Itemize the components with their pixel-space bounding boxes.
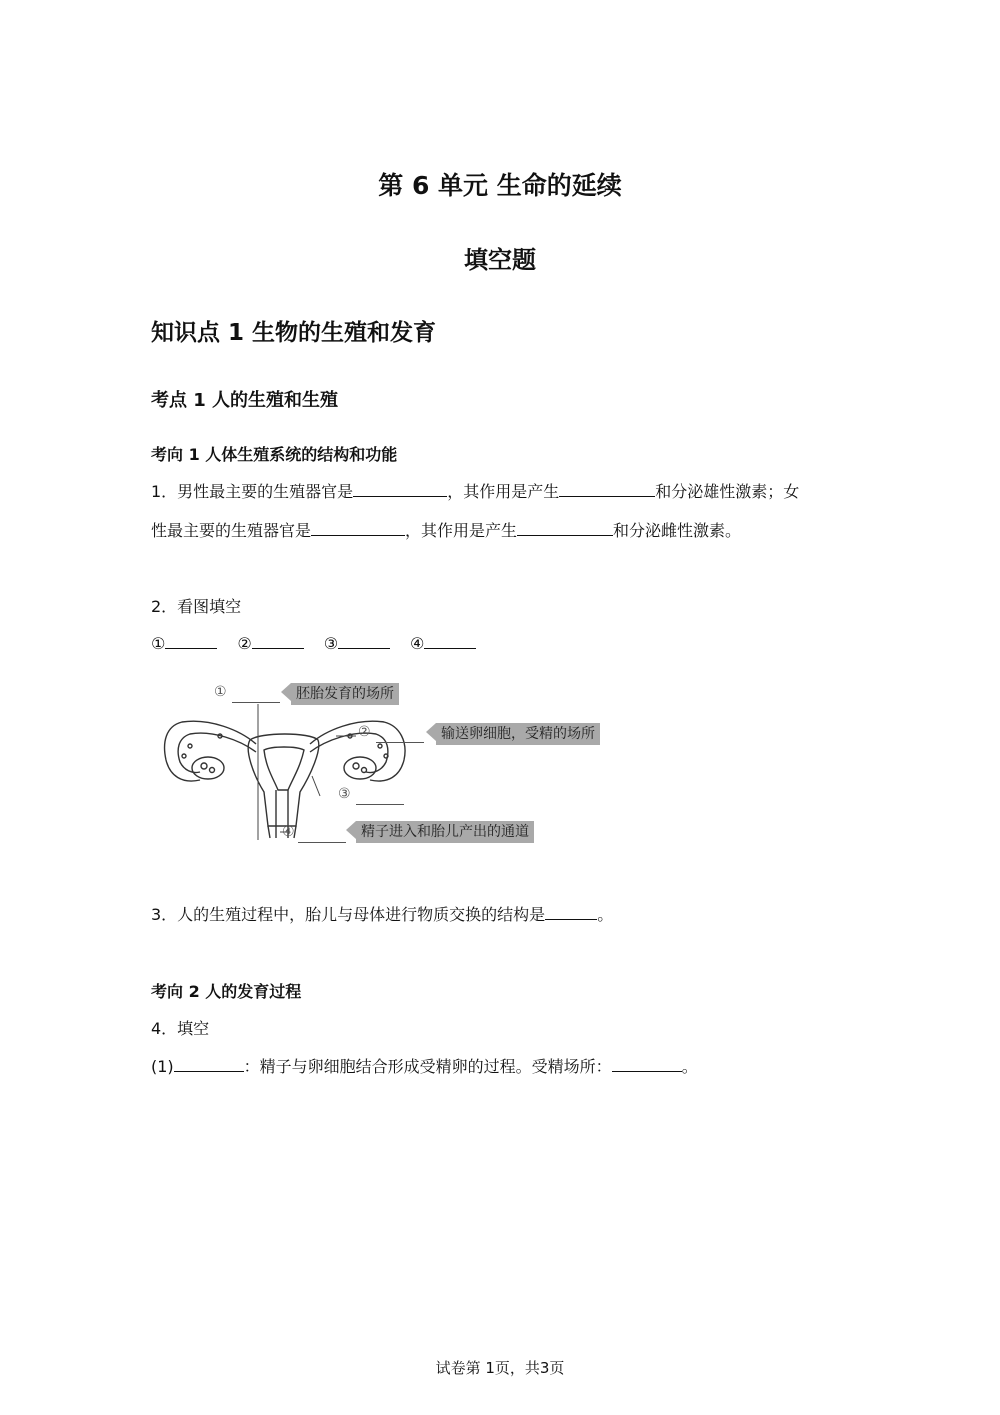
q2-num-1: ① [151,634,166,653]
question-2-stem: 2．看图填空 [151,597,242,616]
q1-text-b: ，其作用是产生 [447,482,560,501]
q4-end: 。 [681,1057,698,1076]
figure-blank-1 [232,702,280,703]
figure-num-4: ④ [282,824,295,840]
exam-direction-1-heading: 考向 1 人体生殖系统的结构和功能 [151,445,398,464]
reproductive-system-figure [160,680,610,850]
figure-arrow-1 [281,683,291,701]
question-2-answers [151,632,476,656]
figure-blank-2 [376,742,424,743]
figure-num-3: ③ [338,786,351,802]
q1-blank-4[interactable] [517,519,613,536]
q4-blank-1[interactable] [174,1055,244,1072]
q2-blank-3[interactable] [338,632,390,649]
exam-point-heading: 考点 1 人的生殖和生殖 [151,390,339,411]
question-4-stem: 4．填空 [151,1019,210,1038]
q1-text-d: 性最主要的生殖器官是 [151,521,312,540]
figure-arrow-2 [426,723,436,741]
q4-text: ：精子与卵细胞结合形成受精卵的过程。受精场所： [243,1057,612,1076]
q2-num-3: ③ [323,634,339,653]
q1-text-f: 和分泌雌性激素。 [613,521,742,540]
q2-blank-2[interactable] [252,632,304,649]
q2-num-2: ② [237,634,252,653]
unit-title: 第 6 单元 生命的延续 [378,171,622,200]
exam-direction-2-heading: 考向 2 人的发育过程 [151,982,302,1001]
q1-text-a: 1．男性最主要的生殖器官是 [151,482,354,501]
figure-label-1: 胚胎发育的场所 [291,683,399,705]
figure-label-4: 精子进入和胎儿产出的通道 [356,821,534,843]
knowledge-point-heading: 知识点 1 生物的生殖和发育 [151,320,437,346]
q1-blank-3[interactable] [311,519,405,536]
q2-num-4: ④ [410,634,425,653]
q1-text-e: ，其作用是产生 [405,521,518,540]
q3-blank[interactable] [545,903,597,920]
figure-num-2: ② [358,724,371,740]
q2-blank-1[interactable] [165,632,217,649]
section-title: 填空题 [464,246,536,274]
q1-blank-2[interactable] [559,480,655,497]
page-footer: 试卷第 1页，共3页 [435,1359,565,1377]
q4-prefix: (1) [151,1057,174,1076]
question-1-line-2 [151,519,741,543]
question-3 [151,903,613,927]
figure-num-1: ① [214,684,227,700]
q3-text: 3．人的生殖过程中，胎儿与母体进行物质交换的结构是 [151,905,546,924]
q3-end: 。 [597,905,614,924]
figure-label-2: 输送卵细胞，受精的场所 [436,723,600,745]
q2-blank-4[interactable] [424,632,476,649]
question-4-item-1 [151,1055,698,1079]
q4-blank-2[interactable] [612,1055,682,1072]
question-1-line-1 [151,480,799,504]
figure-blank-4 [298,842,346,843]
q1-text-c: 和分泌雄性激素；女 [655,482,800,501]
q1-blank-1[interactable] [353,480,447,497]
figure-arrow-4 [346,821,356,839]
figure-blank-3 [356,804,404,805]
